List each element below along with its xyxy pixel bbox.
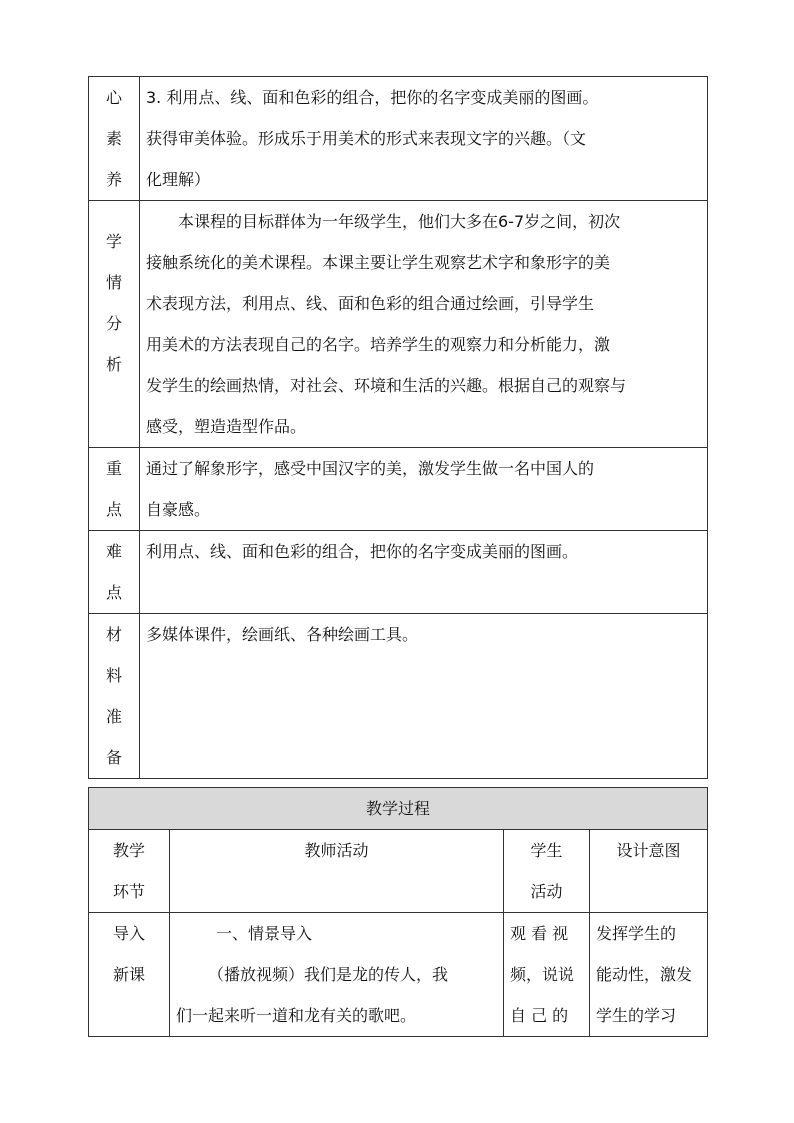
cell-teacher-activity: 一、情景导入 （播放视频）我们是龙的传人，我 们一起来听一道和龙有关的歌吧。 [170, 913, 504, 1037]
header-student-activity: 学生 活动 [504, 830, 590, 913]
table-row [89, 531, 708, 614]
section-body-key-points: 通过了解象形字，感受中国汉字的美，激发学生做一名中国人的 自豪感。 [140, 448, 708, 531]
table-row [89, 788, 708, 830]
section-label-core-literacy: 心 素 养 [89, 77, 140, 201]
process-title: 教学过程 [89, 788, 708, 830]
table-row [89, 614, 708, 779]
table-row [89, 913, 708, 1037]
teaching-process-table [88, 787, 708, 1037]
table-row [89, 77, 708, 201]
section-label-key-points: 重 点 [89, 448, 140, 531]
section-body-core-literacy: 3. 利用点、线、面和色彩的组合，把你的名字变成美丽的图画。 获得审美体验。形成乐于用美术的形式来表现文字的兴趣。（文 化理解） [140, 77, 708, 201]
section-body-learner-analysis: 本课程的目标群体为一年级学生，他们大多在6-7岁之间，初次 接触系统化的美术课程。本课主要让学生观察艺术字和象形字的美 术表现方法，利用点、线、面和色彩的组合通过绘画，引导学生 用美术的方法表现自己的名字。培养学生的观察力和分析能力，激 发学生的绘画热情，对社会、环境和生活的兴趣。根据自己的观察与 感受，塑造造型作品。 [140, 201, 708, 448]
section-body-difficulties: 利用点、线、面和色彩的组合，把你的名字变成美丽的图画。 [140, 531, 708, 614]
table-row [89, 448, 708, 531]
cell-stage: 导入 新课 [89, 913, 170, 1037]
cell-student-activity: 观 看 视 频，说说 自 己 的 [504, 913, 590, 1037]
section-label-learner-analysis: 学 情 分 析 [89, 201, 140, 448]
header-stage: 教学 环节 [89, 830, 170, 913]
header-design-intent: 设计意图 [590, 830, 708, 913]
table-row [89, 830, 708, 913]
cell-design-intent: 发挥学生的 能动性，激发 学生的学习 [590, 913, 708, 1037]
section-label-difficulties: 难 点 [89, 531, 140, 614]
header-teacher-activity: 教师活动 [170, 830, 504, 913]
section-body-materials: 多媒体课件，绘画纸、各种绘画工具。 [140, 614, 708, 779]
table-row [89, 201, 708, 448]
lesson-info-table [88, 76, 708, 779]
section-label-materials: 材 料 准 备 [89, 614, 140, 779]
